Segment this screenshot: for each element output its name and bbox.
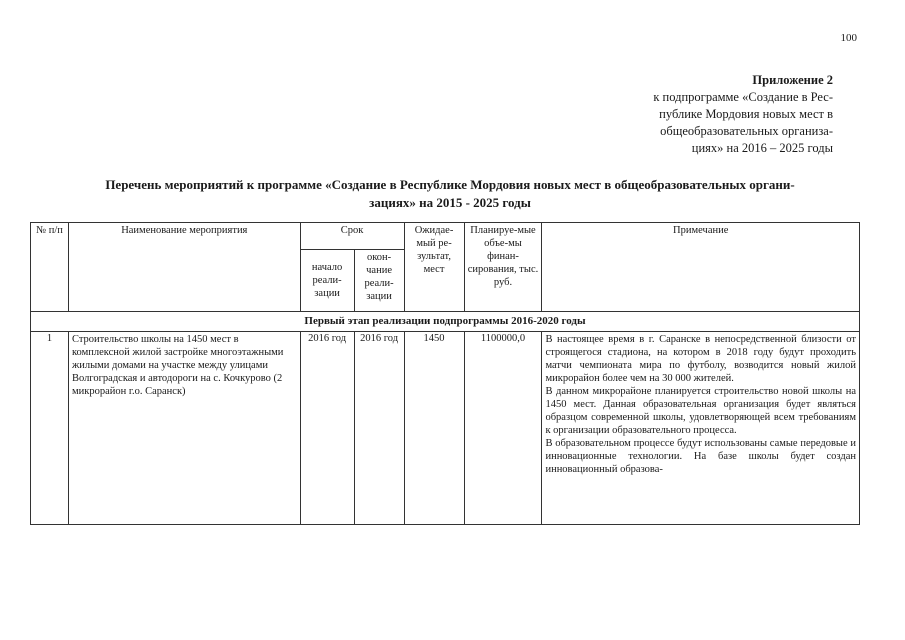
header-row (31, 223, 860, 250)
table-row (31, 332, 860, 525)
appendix-line: публике Мордовия новых мест в (659, 107, 833, 121)
cell-num: 1 (31, 332, 69, 525)
document-title (30, 176, 870, 212)
cell-end: 2016 год (354, 332, 404, 525)
cell-name: Строительство школы на 1450 мест в комплексной жилой застройке многоэтажными жилыми домами на участке между улицами Волгоградская и автодороги на с. Кочкурово (2 микрорайон г.о. Саранск) (68, 332, 300, 525)
cell-note (542, 332, 860, 525)
measures-table (30, 222, 860, 525)
header-note: Примечание (542, 223, 860, 312)
cell-finance: 1100000,0 (464, 332, 542, 525)
cell-result: 1450 (404, 332, 464, 525)
appendix-header (573, 72, 833, 157)
header-end: окон-чание реали-зации (354, 250, 404, 312)
stage-label: Первый этап реализации подпрограммы 2016-2020 годы (31, 312, 860, 332)
appendix-heading: Приложение 2 (752, 73, 833, 87)
header-start: начало реали-зации (300, 250, 354, 312)
note-paragraph: В образовательном процессе будут использованы самые передовые и инновационные технологии. На базе школы будет создан инновационный образова- (545, 438, 856, 475)
header-finance: Планируе-мые объе-мы финан-сирования, тыс. руб. (464, 223, 542, 312)
stage-row (31, 312, 860, 332)
note-paragraph: В настоящее время в г. Саранске в непосредственной близости от строящегося стадиона, на котором в 2018 году будут проходить матчи чемпионата мира по футболу, возводится новый жилой микрорайон более чем на 30 000 жителей. (545, 334, 856, 384)
header-term: Срок (300, 223, 404, 250)
title-line: зациях» на 2015 - 2025 годы (369, 195, 531, 210)
appendix-line: циях» на 2016 – 2025 годы (691, 141, 833, 155)
note-paragraph: В данном микрорайоне планируется строительство новой школы на 1450 мест. Данная образовательная организация будет являться образцом современной школы, удовлетворяющей всем требованиям к организации образовательного процесса. (545, 386, 856, 436)
cell-start: 2016 год (300, 332, 354, 525)
header-result: Ожидае-мый ре-зультат, мест (404, 223, 464, 312)
header-name: Наименование мероприятия (68, 223, 300, 312)
page-number: 100 (840, 32, 857, 44)
appendix-line: к подпрограмме «Создание в Рес- (653, 90, 833, 104)
header-num: № п/п (31, 223, 69, 312)
title-line: Перечень мероприятий к программе «Создание в Республике Мордовия новых мест в общеобразовательных органи- (105, 177, 795, 192)
appendix-line: общеобразовательных организа- (660, 124, 833, 138)
